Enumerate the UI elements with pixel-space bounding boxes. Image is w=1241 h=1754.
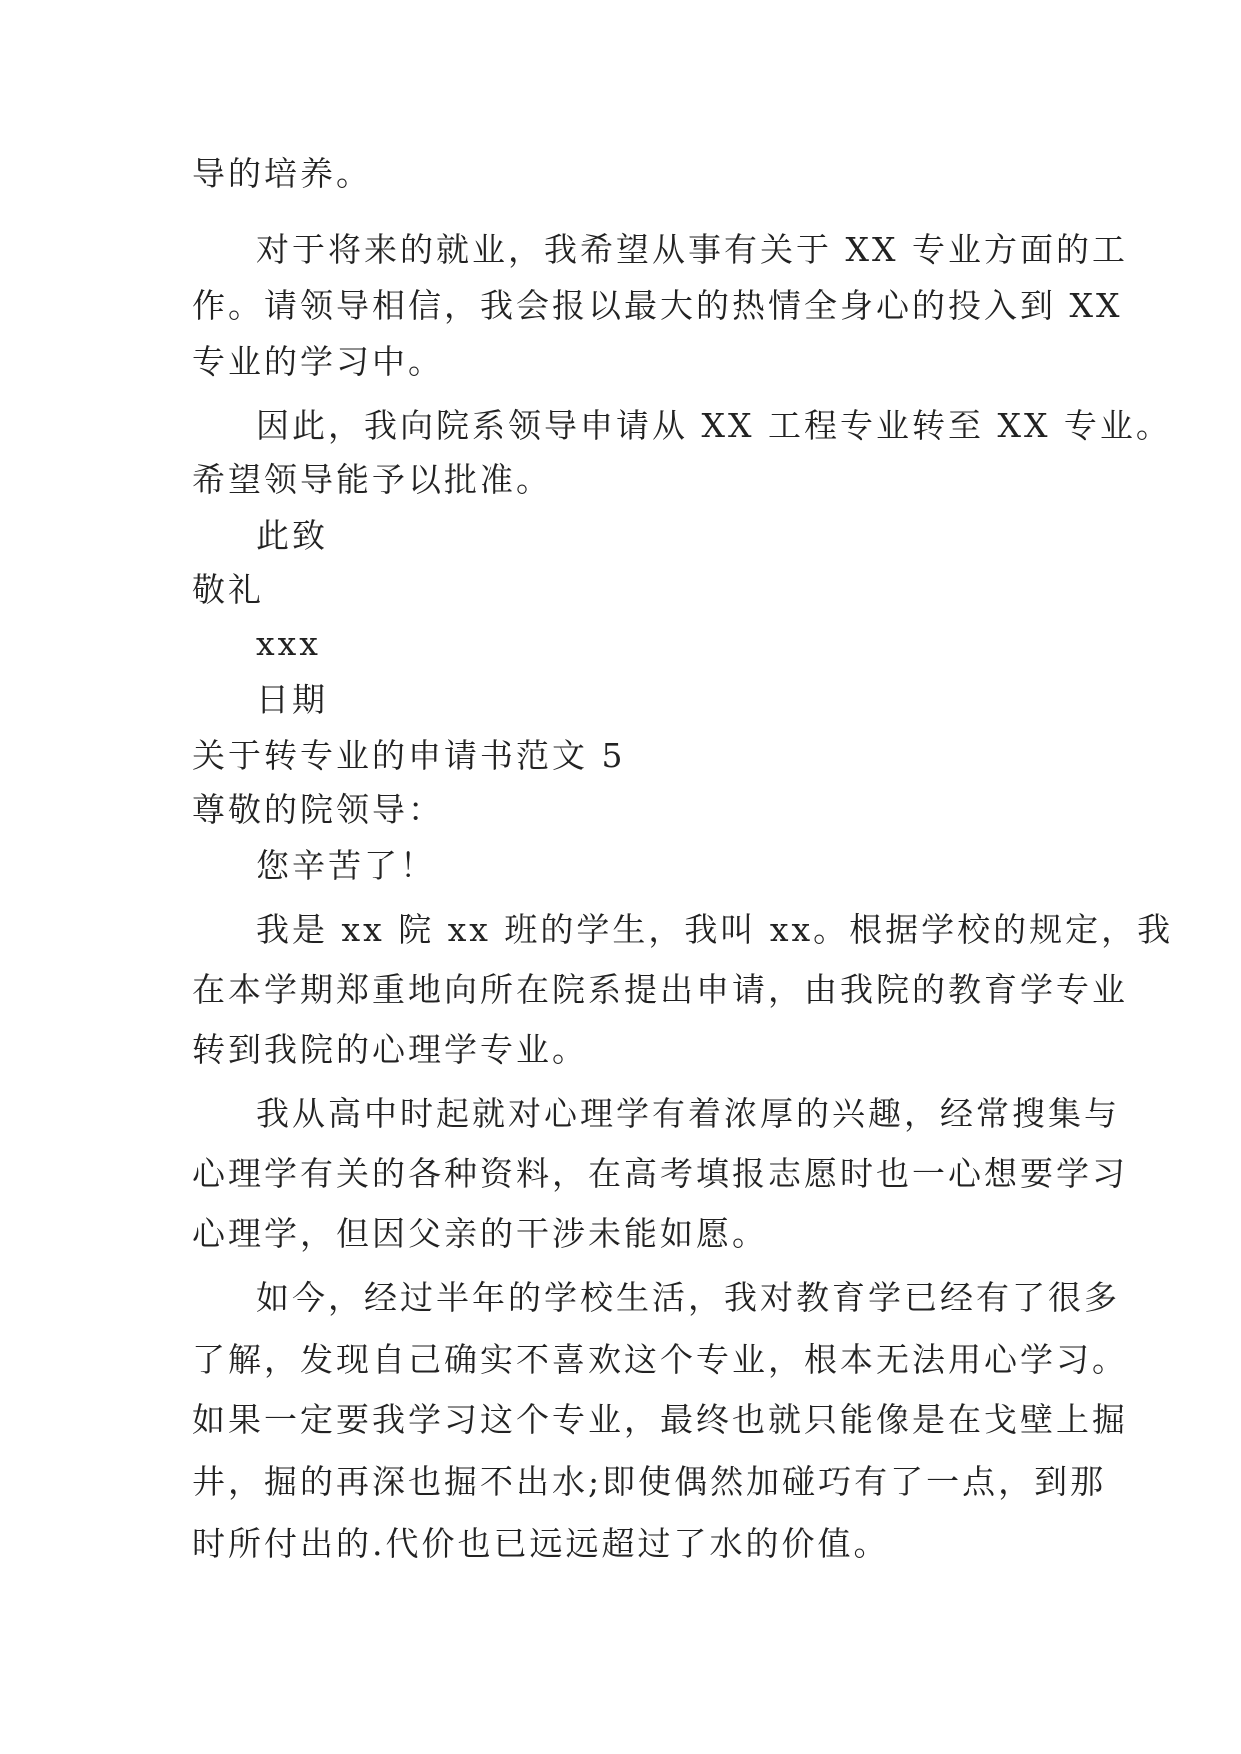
signature-date: 日期 xyxy=(256,680,328,719)
paragraph-line: 对于将来的就业，我希望从事有关于 XX 专业方面的工 xyxy=(256,230,1128,269)
closing-salutation: 敬礼 xyxy=(192,570,264,609)
paragraph-line: 如今，经过半年的学校生活，我对教育学已经有了很多 xyxy=(256,1278,1120,1317)
greeting: 尊敬的院领导： xyxy=(192,790,444,829)
paragraph-line: 心理学，但因父亲的干涉未能如愿。 xyxy=(192,1214,768,1253)
paragraph-line: 因此，我向院系领导申请从 XX 工程专业转至 XX 专业。 xyxy=(256,406,1172,445)
greeting: 您辛苦了！ xyxy=(256,846,436,885)
paragraph-line: 作。请领导相信，我会报以最大的热情全身心的投入到 XX xyxy=(192,286,1123,325)
paragraph-line: 转到我院的心理学专业。 xyxy=(192,1030,588,1069)
paragraph-line: 我是 xx 院 xx 班的学生，我叫 xx。根据学校的规定，我 xyxy=(256,910,1174,949)
signature-name: xxx xyxy=(256,624,321,663)
paragraph-line: 导的培养。 xyxy=(192,154,372,193)
paragraph-line: 如果一定要我学习这个专业，最终也就只能像是在戈壁上掘 xyxy=(192,1400,1128,1439)
paragraph-line: 时所付出的.代价也已远远超过了水的价值。 xyxy=(192,1524,890,1563)
paragraph-line: 希望领导能予以批准。 xyxy=(192,460,552,499)
section-title: 关于转专业的申请书范文 5 xyxy=(192,736,626,775)
paragraph-line: 在本学期郑重地向所在院系提出申请，由我院的教育学专业 xyxy=(192,970,1128,1009)
paragraph-line: 井，掘的再深也掘不出水;即使偶然加碰巧有了一点，到那 xyxy=(192,1462,1107,1501)
closing-salutation: 此致 xyxy=(256,516,328,555)
paragraph-line: 专业的学习中。 xyxy=(192,342,444,381)
paragraph-line: 心理学有关的各种资料，在高考填报志愿时也一心想要学习 xyxy=(192,1154,1128,1193)
paragraph-line: 了解，发现自己确实不喜欢这个专业，根本无法用心学习。 xyxy=(192,1340,1128,1379)
paragraph-line: 我从高中时起就对心理学有着浓厚的兴趣，经常搜集与 xyxy=(256,1094,1120,1133)
